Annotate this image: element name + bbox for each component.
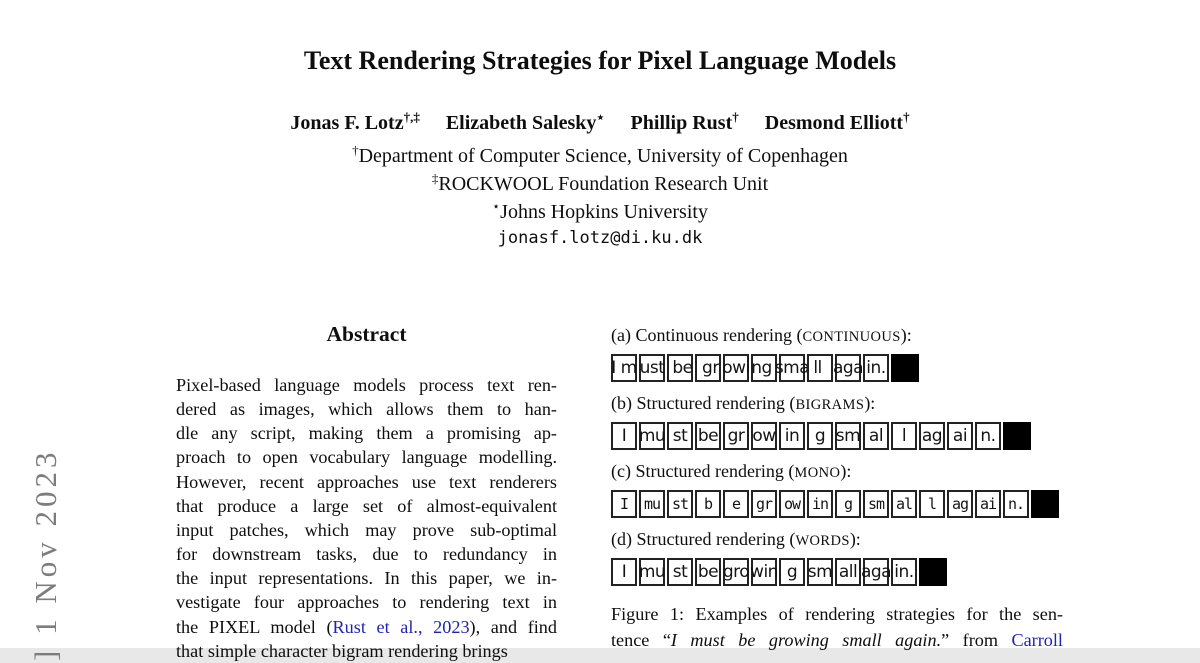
patch-cell: aga bbox=[863, 558, 889, 586]
black-patch bbox=[891, 354, 919, 382]
author-lotz: Jonas F. Lotz†,‡ bbox=[290, 109, 420, 134]
author-affil-marker: ⋆ bbox=[596, 109, 605, 125]
author-affil-marker: † bbox=[903, 109, 910, 125]
author-affil-marker: †,‡ bbox=[403, 109, 420, 125]
citation-link-rust-2023[interactable]: Rust et al., 2023 bbox=[332, 616, 470, 637]
abstract-line: input patches, which may prove sub-optimal bbox=[176, 519, 557, 540]
patch-cell: mu bbox=[639, 558, 665, 586]
patch-cell: be bbox=[695, 422, 721, 450]
abstract-line: for downstream tasks, due to redundancy in bbox=[176, 544, 557, 565]
patch-cell: mu bbox=[639, 422, 665, 450]
patch-cell: in. bbox=[863, 354, 889, 382]
affiliation-copenhagen: †Department of Computer Science, University of Copenhagen bbox=[352, 142, 848, 167]
author-salesky: Elizabeth Salesky⋆ bbox=[445, 109, 605, 134]
patch-cell: all bbox=[835, 558, 861, 586]
patch-cell: in. bbox=[891, 558, 917, 586]
figure-caption bbox=[611, 602, 1063, 653]
patch-cell: gr bbox=[751, 490, 777, 518]
patch-cell: l bbox=[891, 422, 917, 450]
abstract-line: However, recent approaches use text renderers bbox=[176, 471, 557, 492]
patch-cell: be bbox=[695, 558, 721, 586]
patch-row-continuous bbox=[611, 354, 1071, 382]
patch-cell: win bbox=[751, 558, 777, 586]
patch-cell: mu bbox=[639, 490, 665, 518]
abstract-line: proach to open vocabulary language modelling. bbox=[176, 447, 557, 468]
patch-cell: g bbox=[779, 558, 805, 586]
abstract-line: the input representations. In this paper, we in- bbox=[176, 568, 557, 589]
patch-cell: ow bbox=[779, 490, 805, 518]
patch-cell: ll bbox=[807, 354, 833, 382]
patch-cell: gro bbox=[723, 558, 749, 586]
patch-cell: al bbox=[891, 490, 917, 518]
patch-cell: be bbox=[667, 354, 693, 382]
rendering-label-continuous: (a) Continuous rendering (CONTINUOUS): bbox=[611, 325, 912, 345]
abstract-body bbox=[176, 373, 557, 663]
figure-1 bbox=[611, 324, 1071, 653]
patch-cell: I bbox=[611, 422, 637, 450]
patch-cell: b bbox=[695, 490, 721, 518]
contact-email: jonasf.lotz@di.ku.dk bbox=[497, 228, 703, 248]
author-elliott: Desmond Elliott† bbox=[764, 109, 910, 134]
caption-line-2: tence “I must be growing small again.” from Carroll bbox=[611, 629, 1063, 650]
patch-cell: ai bbox=[947, 422, 973, 450]
patch-cell: st bbox=[667, 558, 693, 586]
patch-cell: g bbox=[835, 490, 861, 518]
patch-cell: I m bbox=[611, 354, 637, 382]
citation-link-carroll[interactable]: Carroll bbox=[1011, 629, 1063, 650]
author-line bbox=[0, 109, 1200, 135]
patch-cell: l bbox=[919, 490, 945, 518]
patch-cell: aga bbox=[835, 354, 861, 382]
abstract-heading: Abstract bbox=[326, 322, 407, 346]
abstract-line: vestigate four approaches to rendering text in bbox=[176, 592, 557, 613]
abstract-line-clipped: that simple character bigram rendering brings bbox=[176, 640, 508, 661]
patch-cell: st bbox=[667, 490, 693, 518]
patch-cell: n. bbox=[975, 422, 1001, 450]
patch-cell: ng bbox=[751, 354, 777, 382]
abstract-line: dered as images, which allows them to han- bbox=[176, 399, 557, 420]
rendering-label-mono: (c) Structured rendering (MONO): bbox=[611, 461, 852, 481]
patch-cell: st bbox=[667, 422, 693, 450]
patch-cell: gr bbox=[695, 354, 721, 382]
arxiv-watermark: ] 1 Nov 2023 bbox=[28, 448, 63, 661]
affiliation-rockwool: ‡ROCKWOOL Foundation Research Unit bbox=[431, 170, 769, 195]
patch-cell: ag bbox=[919, 422, 945, 450]
caption-line-1: Figure 1: Examples of rendering strategies for the sen- bbox=[611, 604, 1063, 624]
patch-cell: gr bbox=[723, 422, 749, 450]
patch-row-bigrams bbox=[611, 422, 1071, 450]
patch-cell: g bbox=[807, 422, 833, 450]
patch-cell: ai bbox=[975, 490, 1001, 518]
patch-cell: in bbox=[807, 490, 833, 518]
patch-cell: sma bbox=[779, 354, 805, 382]
paper-title: Text Rendering Strategies for Pixel Language Models bbox=[303, 46, 897, 75]
rendering-label-words: (d) Structured rendering (WORDS): bbox=[611, 529, 861, 549]
black-patch bbox=[1031, 490, 1059, 518]
abstract-line: dle any script, making them a promising ap- bbox=[176, 423, 557, 444]
patch-cell: sm bbox=[807, 558, 833, 586]
abstract-line: that produce a large set of almost-equivalent bbox=[176, 495, 557, 516]
author-rust: Phillip Rust† bbox=[630, 109, 739, 134]
patch-cell: in bbox=[779, 422, 805, 450]
caption-italic-sentence: I must be growing small again. bbox=[670, 629, 942, 650]
patch-cell: I bbox=[611, 490, 637, 518]
patch-cell: ow bbox=[751, 422, 777, 450]
black-patch bbox=[1003, 422, 1031, 450]
black-patch bbox=[919, 558, 947, 586]
patch-cell: sm bbox=[863, 490, 889, 518]
patch-row-mono bbox=[611, 490, 1071, 518]
patch-cell: n. bbox=[1003, 490, 1029, 518]
patch-cell: ag bbox=[947, 490, 973, 518]
patch-cell: ust bbox=[639, 354, 665, 382]
patch-cell: al bbox=[863, 422, 889, 450]
author-affil-marker: † bbox=[732, 109, 739, 125]
abstract-line: Pixel-based language models process text ren- bbox=[176, 375, 557, 395]
patch-cell: I bbox=[611, 558, 637, 586]
abstract-section bbox=[176, 322, 557, 663]
rendering-label-bigrams: (b) Structured rendering (BIGRAMS): bbox=[611, 393, 876, 413]
patch-row-words bbox=[611, 558, 1071, 586]
patch-cell: owi bbox=[723, 354, 749, 382]
affiliation-jhu: ⋆Johns Hopkins University bbox=[492, 198, 708, 223]
abstract-line: the PIXEL model (Rust et al., 2023), and find bbox=[176, 616, 557, 637]
patch-cell: e bbox=[723, 490, 749, 518]
patch-cell: sm bbox=[835, 422, 861, 450]
